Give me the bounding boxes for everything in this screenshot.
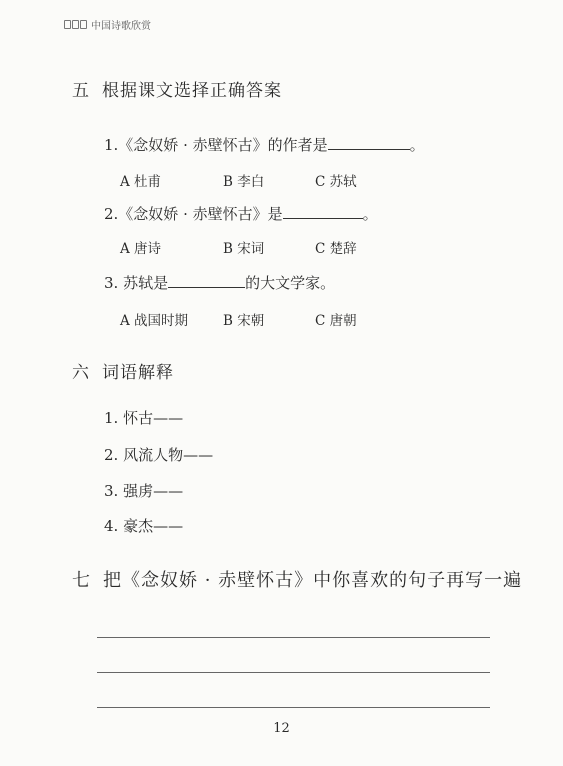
section-number: 五 — [72, 81, 90, 101]
vocab-item: 1. 怀古—— — [104, 409, 184, 427]
option-c[interactable]: C 唐朝 — [315, 313, 357, 329]
question-2: 2.《念奴娇 · 赤壁怀古》是 。 — [104, 205, 378, 223]
question-3: 3. 苏轼是 的大文学家。 — [104, 274, 336, 292]
answer-blank[interactable] — [328, 148, 410, 150]
section-title: 根据课文选择正确答案 — [102, 81, 282, 101]
option-c[interactable]: C 苏轼 — [315, 174, 357, 190]
vocab-item: 3. 强虏—— — [104, 482, 184, 500]
question-1: 1.《念奴娇 · 赤壁怀古》的作者是 。 — [104, 136, 425, 154]
option-a[interactable]: A 杜甫 — [120, 174, 162, 190]
option-c[interactable]: C 楚辞 — [315, 241, 357, 257]
section-title: 把《念奴娇 · 赤壁怀古》中你喜欢的句子再写一遍 — [103, 570, 523, 591]
section-number: 六 — [72, 363, 90, 383]
section-5-heading — [72, 76, 282, 101]
vocab-item: 4. 豪杰—— — [104, 517, 184, 535]
section-number: 七 — [72, 570, 91, 591]
section-6-heading — [72, 358, 174, 383]
option-b[interactable]: B 李白 — [223, 174, 265, 190]
book-title: 中国诗歌欣赏 — [91, 21, 151, 32]
page-header — [64, 17, 151, 32]
writing-line[interactable] — [97, 707, 490, 708]
section-title: 词语解释 — [102, 363, 174, 383]
option-a[interactable]: A 战国时期 — [120, 313, 189, 329]
option-a[interactable]: A 唐诗 — [120, 241, 162, 257]
option-b[interactable]: B 宋朝 — [223, 313, 265, 329]
answer-blank[interactable] — [283, 217, 363, 219]
option-b[interactable]: B 宋词 — [223, 241, 265, 257]
answer-blank[interactable] — [168, 286, 245, 288]
writing-line[interactable] — [97, 672, 490, 673]
vocab-item: 2. 风流人物—— — [104, 446, 214, 464]
page-number: 12 — [273, 721, 290, 736]
section-7-heading — [72, 566, 522, 592]
book-logo-icon — [64, 20, 87, 29]
writing-line[interactable] — [97, 637, 490, 638]
